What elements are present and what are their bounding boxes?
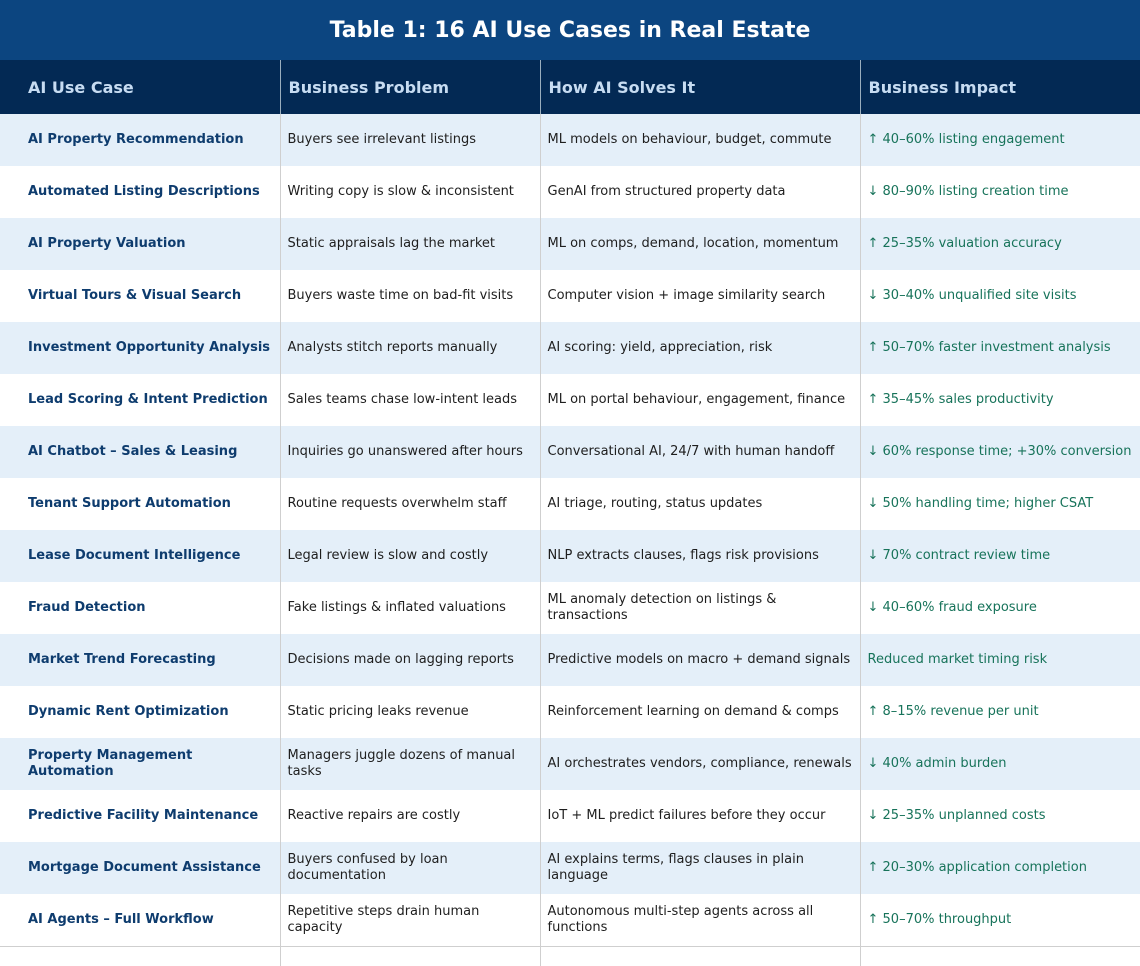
table-footer-spacer [0, 946, 1140, 966]
table-row [0, 842, 1140, 894]
table-row [0, 738, 1140, 790]
cell-business-problem: Legal review is slow and costly [280, 530, 540, 582]
column-header-business-impact: Business Impact [860, 60, 1140, 114]
cell-business-impact: ↓ 30–40% unqualified site visits [860, 270, 1140, 322]
table-row [0, 218, 1140, 270]
cell-business-problem: Buyers confused by loan documentation [280, 842, 540, 894]
cell-use-case: Mortgage Document Assistance [0, 842, 280, 894]
cell-how-ai-solves-it: AI orchestrates vendors, compliance, renewals [540, 738, 860, 790]
cell-business-impact: ↑ 40–60% listing engagement [860, 114, 1140, 166]
table-row [0, 894, 1140, 946]
cell-business-problem: Routine requests overwhelm staff [280, 478, 540, 530]
cell-business-problem: Sales teams chase low-intent leads [280, 374, 540, 426]
use-case-table [0, 60, 1140, 966]
cell-business-impact: ↓ 60% response time; +30% conversion [860, 426, 1140, 478]
table-row [0, 270, 1140, 322]
cell-business-problem: Static appraisals lag the market [280, 218, 540, 270]
table-row [0, 374, 1140, 426]
cell-use-case: AI Agents – Full Workflow [0, 894, 280, 946]
cell-how-ai-solves-it: NLP extracts clauses, flags risk provisions [540, 530, 860, 582]
cell-use-case: Lease Document Intelligence [0, 530, 280, 582]
cell-business-impact: ↑ 50–70% faster investment analysis [860, 322, 1140, 374]
cell-business-impact: ↑ 20–30% application completion [860, 842, 1140, 894]
cell-how-ai-solves-it: ML anomaly detection on listings & transactions [540, 582, 860, 634]
cell-how-ai-solves-it: IoT + ML predict failures before they occur [540, 790, 860, 842]
cell-business-problem: Decisions made on lagging reports [280, 634, 540, 686]
table-row [0, 790, 1140, 842]
cell-business-impact: Reduced market timing risk [860, 634, 1140, 686]
table-row [0, 114, 1140, 166]
cell-business-problem: Reactive repairs are costly [280, 790, 540, 842]
cell-how-ai-solves-it: AI triage, routing, status updates [540, 478, 860, 530]
cell-use-case: Virtual Tours & Visual Search [0, 270, 280, 322]
cell-use-case: Automated Listing Descriptions [0, 166, 280, 218]
column-header-business-problem: Business Problem [280, 60, 540, 114]
cell-business-problem: Inquiries go unanswered after hours [280, 426, 540, 478]
cell-business-problem: Managers juggle dozens of manual tasks [280, 738, 540, 790]
cell-use-case: AI Property Valuation [0, 218, 280, 270]
cell-how-ai-solves-it: Autonomous multi-step agents across all functions [540, 894, 860, 946]
cell-business-problem: Fake listings & inflated valuations [280, 582, 540, 634]
cell-business-problem: Buyers see irrelevant listings [280, 114, 540, 166]
table-row [0, 322, 1140, 374]
cell-business-problem: Buyers waste time on bad-fit visits [280, 270, 540, 322]
cell-business-problem: Analysts stitch reports manually [280, 322, 540, 374]
cell-how-ai-solves-it: AI scoring: yield, appreciation, risk [540, 322, 860, 374]
cell-business-impact: ↑ 25–35% valuation accuracy [860, 218, 1140, 270]
cell-how-ai-solves-it: ML on comps, demand, location, momentum [540, 218, 860, 270]
cell-business-impact: ↓ 80–90% listing creation time [860, 166, 1140, 218]
cell-business-impact: ↑ 8–15% revenue per unit [860, 686, 1140, 738]
cell-business-impact: ↑ 35–45% sales productivity [860, 374, 1140, 426]
column-header-use-case: AI Use Case [0, 60, 280, 114]
table-body [0, 114, 1140, 966]
table-row [0, 530, 1140, 582]
table-header [0, 60, 1140, 114]
cell-use-case: Dynamic Rent Optimization [0, 686, 280, 738]
table-row [0, 426, 1140, 478]
cell-use-case: Investment Opportunity Analysis [0, 322, 280, 374]
cell-use-case: Fraud Detection [0, 582, 280, 634]
cell-how-ai-solves-it: Computer vision + image similarity search [540, 270, 860, 322]
cell-how-ai-solves-it: ML on portal behaviour, engagement, finance [540, 374, 860, 426]
cell-business-problem: Writing copy is slow & inconsistent [280, 166, 540, 218]
table-row [0, 582, 1140, 634]
cell-business-problem: Repetitive steps drain human capacity [280, 894, 540, 946]
cell-how-ai-solves-it: ML models on behaviour, budget, commute [540, 114, 860, 166]
cell-use-case: AI Property Recommendation [0, 114, 280, 166]
cell-business-problem: Static pricing leaks revenue [280, 686, 540, 738]
cell-how-ai-solves-it: Reinforcement learning on demand & comps [540, 686, 860, 738]
cell-business-impact: ↓ 70% contract review time [860, 530, 1140, 582]
table-row [0, 686, 1140, 738]
cell-use-case: Lead Scoring & Intent Prediction [0, 374, 280, 426]
cell-use-case: Property Management Automation [0, 738, 280, 790]
cell-how-ai-solves-it: Predictive models on macro + demand signals [540, 634, 860, 686]
cell-use-case: Predictive Facility Maintenance [0, 790, 280, 842]
table-title: Table 1: 16 AI Use Cases in Real Estate [0, 0, 1140, 60]
cell-use-case: Tenant Support Automation [0, 478, 280, 530]
cell-business-impact: ↓ 50% handling time; higher CSAT [860, 478, 1140, 530]
cell-how-ai-solves-it: AI explains terms, flags clauses in plain language [540, 842, 860, 894]
table-row [0, 166, 1140, 218]
table-row [0, 478, 1140, 530]
header-row [0, 60, 1140, 114]
column-header-how-ai-solves-it: How AI Solves It [540, 60, 860, 114]
cell-how-ai-solves-it: GenAI from structured property data [540, 166, 860, 218]
cell-use-case: Market Trend Forecasting [0, 634, 280, 686]
cell-use-case: AI Chatbot – Sales & Leasing [0, 426, 280, 478]
cell-business-impact: ↓ 25–35% unplanned costs [860, 790, 1140, 842]
cell-business-impact: ↑ 50–70% throughput [860, 894, 1140, 946]
table-row [0, 634, 1140, 686]
cell-business-impact: ↓ 40% admin burden [860, 738, 1140, 790]
cell-how-ai-solves-it: Conversational AI, 24/7 with human handoff [540, 426, 860, 478]
cell-business-impact: ↓ 40–60% fraud exposure [860, 582, 1140, 634]
